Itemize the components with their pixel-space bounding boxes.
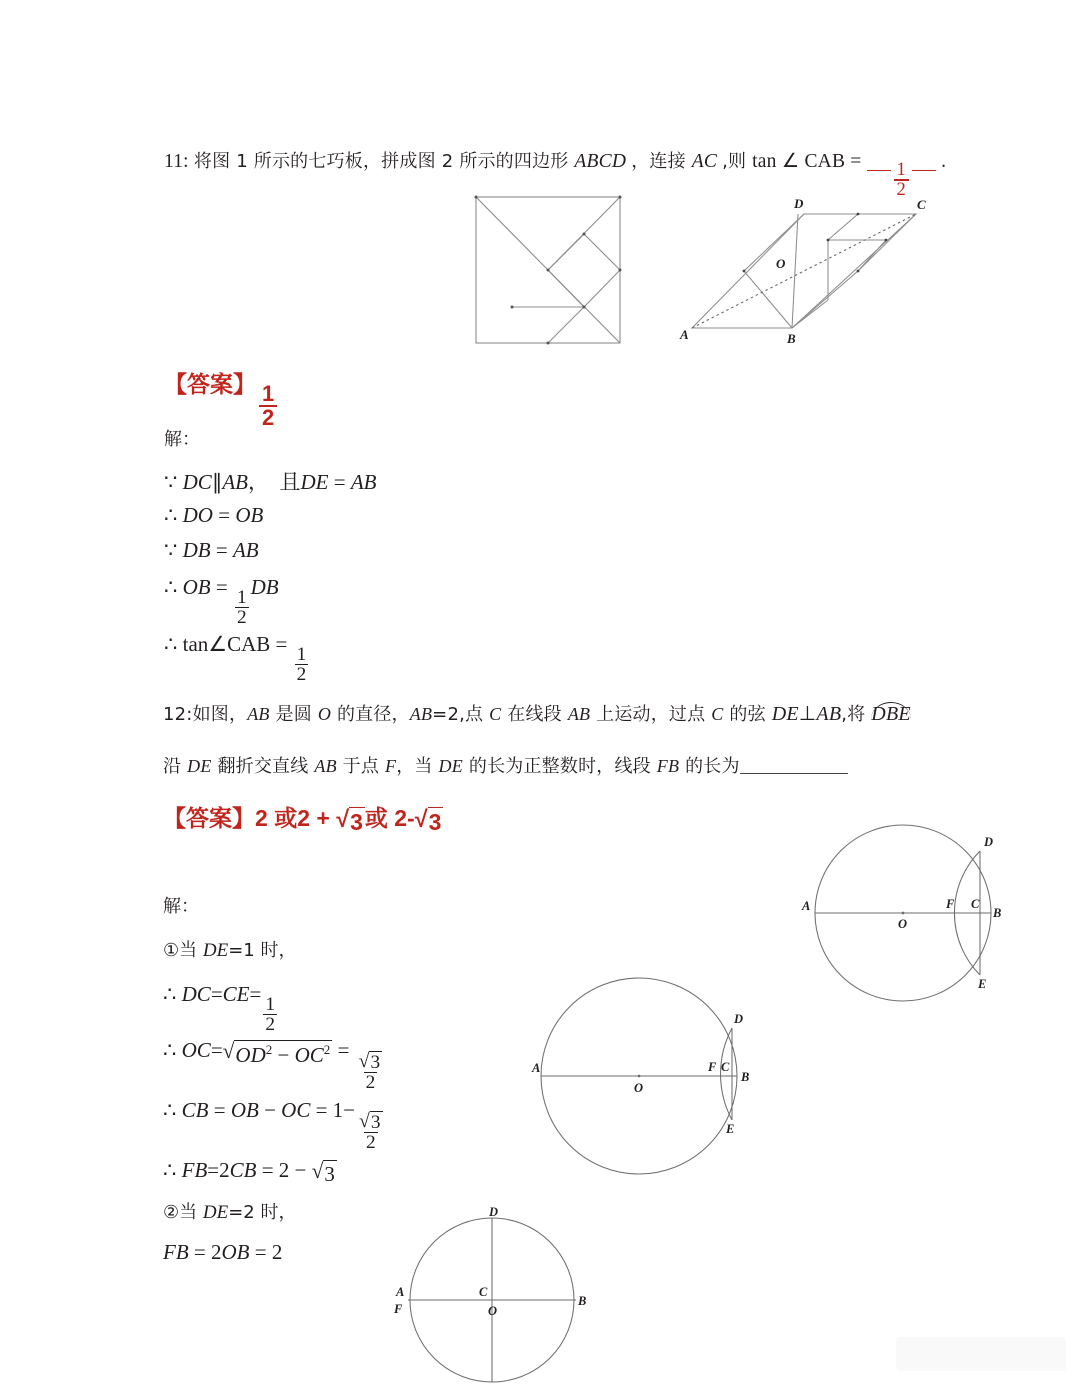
problem-11-step-1: ∵ DC∥AB， 且DE = AB — [164, 470, 377, 494]
p12-t7: 的弦 — [723, 704, 772, 725]
p12-l2de: DE — [187, 756, 212, 776]
watermark — [896, 1337, 1066, 1371]
figure-circle-de-small — [532, 968, 774, 1188]
answer-bracket-label-12: 【答案】 — [163, 806, 255, 832]
circle3-label-b: B — [578, 1294, 587, 1308]
problem-11-inline-answer — [894, 158, 909, 201]
tangram-square-svg — [474, 195, 624, 347]
p12-l2t1: 沿 — [163, 756, 188, 777]
problem-11-text-c: ,则 — [722, 151, 753, 172]
circle-de-2-svg — [390, 1205, 600, 1387]
problem-12-answer-header — [163, 800, 443, 836]
circle2-label-a: A — [532, 1061, 541, 1075]
p12-c2: C — [711, 704, 724, 724]
p12-l2t2: 翻折交直线 — [211, 756, 315, 777]
circle3-label-f: F — [394, 1302, 403, 1316]
dashed-diagonal-ac — [692, 214, 916, 328]
problem-11-step-4: ∴ OB = $\frac{1}{2}$ DB — [164, 575, 279, 629]
problem-11-label-abcd: ABCD — [574, 151, 627, 172]
p12-l2de2: DE — [438, 756, 463, 776]
p12-ans-or1: 或 — [274, 806, 298, 832]
circle3-label-c: C — [479, 1285, 488, 1299]
p12-t8: ,将 — [841, 704, 872, 725]
p12-ans-first: 2 — [255, 805, 268, 831]
answer-numerator: 1 — [262, 381, 275, 407]
circle1-label-f: F — [946, 897, 955, 911]
circle-de-small-svg — [532, 968, 774, 1188]
circle3-label-o: O — [488, 1304, 498, 1318]
problem-12-step-2: ∴ OC= √ $OD^2 - OC^2$ = √ 3 2 — [163, 1038, 381, 1094]
p12-de1: DE — [771, 703, 799, 725]
circle1-label-e: E — [978, 977, 987, 991]
label-a: A — [680, 327, 689, 342]
problem-11-step-2: ∴ DO = OB — [164, 503, 264, 527]
problem-12-step-4: ∴ FB=2CB = 2 − √ 3 — [163, 1158, 335, 1186]
p12-o: O — [317, 704, 332, 724]
p12-eq2: =2, — [432, 704, 466, 725]
p12-ab1: AB — [247, 704, 270, 724]
p12-t1: 如图， — [192, 704, 248, 725]
p12-t6: 上运动，过点 — [590, 704, 712, 725]
figure-circle-de-2 — [390, 1205, 600, 1387]
label-o: O — [776, 256, 786, 271]
answer-blank-right — [912, 170, 936, 171]
case2-prefix: ②当 — [163, 1202, 203, 1223]
problem-11-period: . — [941, 151, 947, 172]
p12-ans-third: 2- — [394, 805, 415, 831]
angle-icon: ∠ — [781, 151, 800, 172]
p12-t2: 是圆 — [269, 704, 318, 725]
p12-t3: 的直径， — [331, 704, 410, 725]
p12-l2fb: FB — [656, 756, 680, 776]
circle2-label-c: C — [721, 1060, 730, 1074]
p12-t4: 点 — [465, 704, 490, 725]
label-b: B — [787, 331, 796, 346]
p12-l2f: F — [385, 756, 397, 776]
p12-arc-dbe: DBE — [871, 703, 911, 725]
circle1-label-a: A — [802, 899, 811, 913]
parallelogram-abcd-svg — [680, 196, 926, 346]
inline-answer-denominator: 2 — [894, 179, 909, 200]
problem-11-answer-fraction — [259, 383, 277, 429]
problem-11-text-b: ，连接 — [631, 151, 692, 172]
problem-11-answer-header — [164, 366, 280, 429]
case2-value: =2 时， — [228, 1202, 297, 1223]
label-d: D — [794, 196, 804, 211]
p12-t5: 在线段 — [501, 704, 568, 725]
p12-l2t6: 的长为 — [679, 756, 740, 777]
answer-bracket-label: 【答案】 — [164, 372, 256, 398]
problem-11-step-5: ∴ tan∠CAB = $\frac{1}{2}$ — [164, 632, 307, 686]
problem-11-text-a: 将图 1 所示的七巧板，拼成图 2 所示的四边形 — [193, 151, 575, 172]
problem-12-step-5: FB = 2OB = 2 — [163, 1240, 283, 1264]
p12-ans-root1: 3 — [350, 809, 363, 835]
circle1-label-b: B — [993, 906, 1002, 920]
p12-ans-second: 2 + — [297, 805, 330, 831]
circle3-label-a: A — [396, 1285, 405, 1299]
figure-tangram-square — [474, 195, 624, 347]
p12-ans-radical-2: √ 3 — [414, 806, 442, 835]
p12-l2t3: 于点 — [336, 756, 386, 777]
p12-ans-root2: 3 — [428, 809, 442, 835]
p12-l2ab: AB — [314, 756, 337, 776]
answer-denominator: 2 — [259, 405, 277, 429]
inline-answer-numerator: 1 — [896, 158, 906, 180]
p12-c1: C — [489, 704, 502, 724]
perpendicular-icon: ⊥ — [798, 703, 817, 725]
p12-l2t5: 的长为正整数时，线段 — [462, 756, 657, 777]
circle2-label-b: B — [741, 1070, 750, 1084]
figure-tangram-parallelogram — [680, 196, 926, 346]
p12-ab2: AB — [409, 704, 433, 724]
circle3-label-d: D — [489, 1205, 499, 1219]
circle1-label-d: D — [984, 835, 994, 849]
problem-12-answer-blank — [740, 755, 848, 774]
problem-12-case-2-label — [163, 1198, 296, 1224]
problem-11-solution-label: 解： — [164, 429, 200, 450]
problem-11-step-3: ∵ DB = AB — [164, 538, 259, 562]
figure-circle-de-1 — [802, 818, 1020, 1008]
answer-blank-left — [867, 170, 891, 171]
problem-12-solution-label: 解： — [163, 896, 199, 917]
p12-ans-or2: 或 — [364, 806, 388, 832]
circle-de-1-svg — [802, 818, 1020, 1008]
circle2-label-o: O — [634, 1081, 644, 1095]
problem-11-number: 11: — [164, 151, 189, 172]
p12-ab4: AB — [816, 703, 842, 725]
p12-ab3: AB — [567, 704, 591, 724]
problem-12-question-line-1 — [163, 700, 911, 726]
problem-11-question — [164, 147, 946, 200]
problem-12-question-line-2 — [163, 752, 848, 778]
circle2-label-f: F — [708, 1060, 717, 1074]
problem-12-step-3: ∴ CB = OB − OC = 1− √ 3 2 — [163, 1098, 381, 1154]
case1-prefix: ①当 — [163, 940, 203, 961]
circle2-label-d: D — [734, 1012, 744, 1026]
p12-ans-radical-1: √ 3 — [336, 806, 363, 835]
problem-12-number: 12: — [163, 704, 193, 725]
case2-de: DE — [202, 1202, 229, 1223]
problem-12-case-1-label — [163, 936, 296, 962]
p12-l2t4: ，当 — [396, 756, 439, 777]
circle1-label-o: O — [898, 917, 908, 931]
problem-12-step-1: ∴ DC=CE= $\frac{1}{2}$ — [163, 982, 275, 1036]
circle1-label-c: C — [971, 897, 980, 911]
label-c: C — [917, 197, 926, 212]
case1-value: =1 时， — [228, 940, 297, 961]
problem-11-label-ac: AC — [691, 151, 718, 172]
circle2-label-e: E — [726, 1122, 735, 1136]
problem-11-equals: = — [850, 151, 862, 172]
problem-11-tan: tan — [752, 151, 777, 172]
problem-11-angle-name: CAB — [804, 151, 846, 172]
case1-de: DE — [202, 940, 229, 961]
